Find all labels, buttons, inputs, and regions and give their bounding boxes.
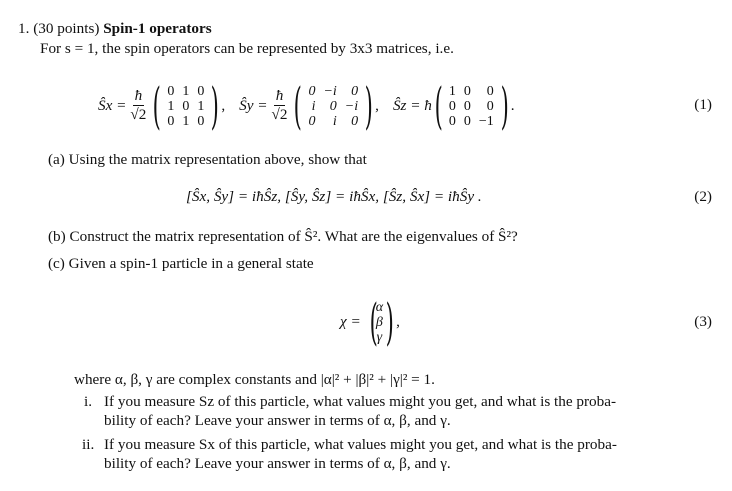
subpart-i-line2: bility of each? Leave your answer in terms of α, β, and γ.	[104, 412, 451, 429]
chi-vector: ( α β γ )	[369, 293, 394, 351]
problem-intro: For s = 1, the spin operators can be represented by 3x3 matrices, i.e.	[40, 40, 454, 57]
subpart-ii-line2: bility of each? Leave your answer in terms of α, β, and γ.	[104, 455, 451, 472]
sx-matrix: ( 0 1 0 1 0 1 0 1 0 )	[152, 77, 220, 135]
chi-vector-entry: γ	[376, 329, 383, 345]
chi-label: χ =	[340, 312, 361, 330]
sz-matrix-entry: 0	[486, 98, 494, 114]
part-a	[48, 151, 367, 169]
part-c-text: Given a spin-1 particle in a general state	[68, 255, 314, 272]
sx-matrix-entry: 1	[197, 98, 205, 114]
sx-label: Ŝx =	[98, 96, 127, 114]
subpart-i-label: i.	[84, 393, 93, 410]
subpart-ii-line1: If you measure Sx of this particle, what values might you get, and what is the proba-	[104, 436, 617, 453]
chi-vector-entry: α	[375, 299, 384, 315]
sx-matrix-entry: 1	[182, 83, 190, 99]
part-a-text: Using the matrix representation above, show that	[68, 151, 367, 168]
sy-matrix-entry: 0	[308, 113, 316, 129]
sz-matrix: ( 1 0 0 0 0 0 0 0 −1 )	[434, 77, 509, 135]
chi-vector-entry: β	[375, 314, 383, 330]
sx-prefactor-num: ħ	[134, 87, 143, 105]
part-a-label: (a)	[48, 151, 65, 168]
problem-title: Spin-1 operators	[103, 20, 212, 37]
problem-number: 1.	[18, 20, 30, 37]
sz-label: Ŝz = ħ	[392, 96, 432, 114]
problem-header	[18, 20, 212, 38]
spin-matrices-equation: Ŝx = $\frac{ħ}{√2}$ ( 0 1 0 1 0 1 0 1 0 ) , Ŝy = $\frac{ħ}{√2}$ ( 0 −i 0 i 0 −i 0 i 0 ) , Ŝz = ħ ( 1 0 0 0 0 0 0 0 −1 ) .	[98, 77, 515, 135]
sx-matrix-entry: 0	[167, 83, 175, 99]
sy-matrix-entry: i	[311, 98, 316, 114]
sy-matrix: ( 0 −i 0 i 0 −i 0 i 0 )	[294, 77, 373, 135]
equation-number-2: (2)	[694, 188, 712, 205]
sz-matrix-entry: 0	[448, 98, 456, 114]
sz-matrix-entry: 0	[463, 98, 471, 114]
sx-prefactor	[128, 88, 148, 124]
sx-matrix-entry: 0	[197, 113, 205, 129]
sy-label: Ŝy =	[239, 96, 268, 114]
sz-matrix-entry: 0	[486, 83, 494, 99]
subpart-i-line1: If you measure Sz of this particle, what values might you get, and what is the proba-	[104, 393, 617, 410]
part-b-text: Construct the matrix representation of Ŝ². What are the eigenvalues of Ŝ²?	[69, 228, 518, 245]
problem-points: (30 points)	[33, 20, 100, 37]
part-b	[48, 228, 518, 246]
sy-matrix-entry: 0	[351, 113, 359, 129]
sx-matrix-entry: 1	[167, 98, 175, 114]
sy-prefactor-den: √2	[271, 105, 288, 123]
sy-prefactor-num: ħ	[275, 87, 284, 105]
subpart-ii-label: ii.	[82, 436, 95, 453]
sy-prefactor	[270, 88, 290, 124]
part-c-label: (c)	[48, 255, 65, 272]
sx-matrix-entry: 0	[182, 98, 190, 114]
sy-matrix-entry: 0	[329, 98, 337, 114]
equation-number-1: (1)	[694, 96, 712, 113]
sy-matrix-entry: i	[332, 113, 337, 129]
equation-number-3: (3)	[694, 313, 712, 330]
sz-matrix-entry: 0	[463, 113, 471, 129]
sz-matrix-entry: 0	[463, 83, 471, 99]
commutator-relations: [Ŝx, Ŝy] = iħŜz, [Ŝy, Ŝz] = iħŜx, [Ŝz, Ŝx] = iħŜy .	[186, 188, 482, 205]
sy-matrix-entry: 0	[308, 83, 316, 99]
sy-matrix-entry: −i	[344, 98, 359, 114]
sx-matrix-entry: 0	[167, 113, 175, 129]
part-c	[48, 255, 314, 273]
sx-prefactor-den: √2	[130, 105, 147, 123]
sy-matrix-entry: 0	[351, 83, 359, 99]
state-vector-equation: χ = ( α β γ ) ,	[340, 293, 400, 351]
sz-matrix-entry: 1	[448, 83, 456, 99]
part-b-label: (b)	[48, 228, 66, 245]
sx-matrix-entry: 0	[197, 83, 205, 99]
sy-matrix-entry: −i	[323, 83, 337, 99]
sx-matrix-entry: 1	[182, 113, 190, 129]
sz-matrix-entry: 0	[448, 113, 456, 129]
sz-matrix-entry: −1	[478, 113, 494, 129]
normalization-statement: where α, β, γ are complex constants and |α|² + |β|² + |γ|² = 1.	[74, 371, 435, 388]
